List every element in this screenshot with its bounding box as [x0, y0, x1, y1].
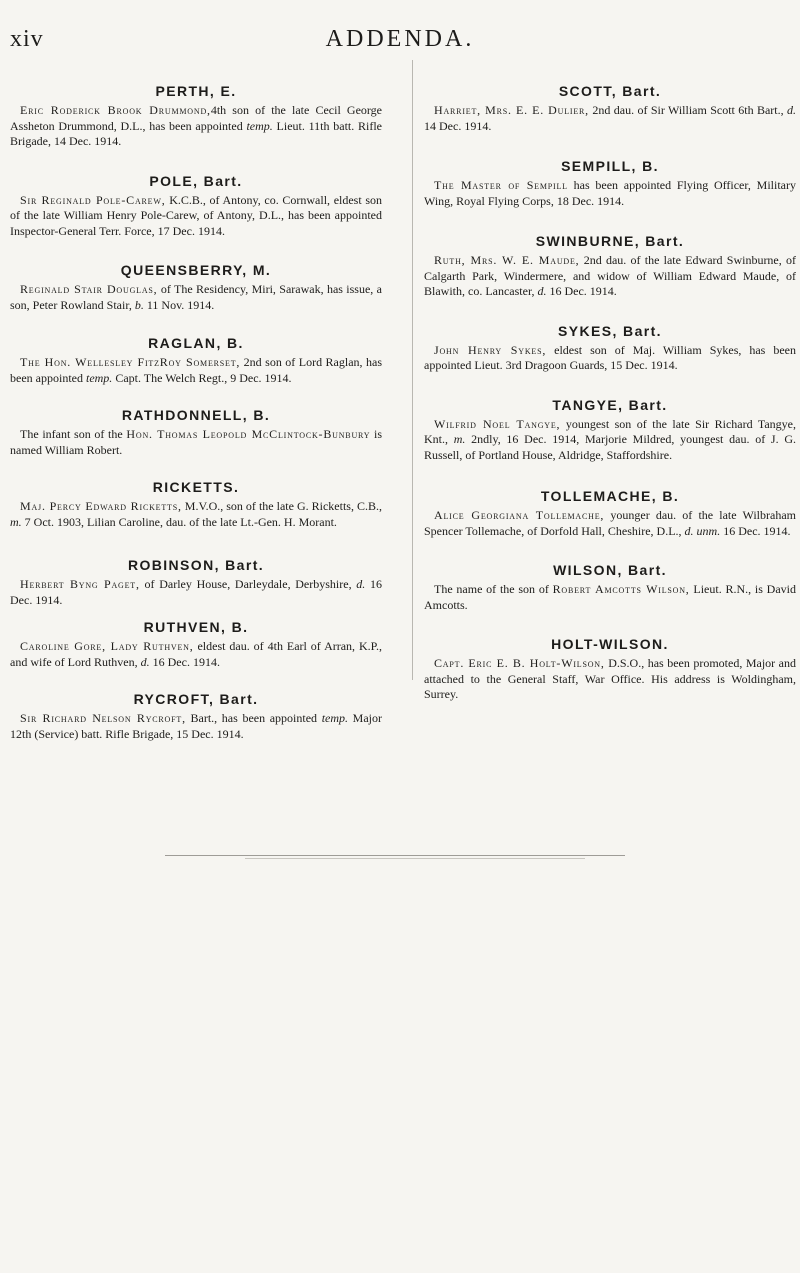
entry-text: [424, 582, 796, 613]
entry-text: [10, 639, 382, 670]
entry-title: RAGLAN, B.: [148, 335, 244, 351]
entry-name: Herbert Byng Paget,: [20, 577, 140, 591]
entry-text: [424, 253, 796, 300]
entry-name: Wilfrid Noel Tangye,: [434, 416, 561, 431]
entry: [10, 618, 382, 670]
entry-fragment: youngest son of the late Sir Richard Tangye, Knt.,: [424, 416, 796, 446]
right-column: [424, 62, 796, 703]
entry-name: Sir Richard Nelson Rycroft,: [20, 711, 186, 725]
entry-title: WILSON, Bart.: [553, 562, 667, 578]
entry-title: ROBINSON, Bart.: [127, 557, 265, 573]
entry-title: POLE, Bart.: [149, 172, 243, 189]
entry-name: Eric Roderick Brook Drummond,: [20, 103, 211, 117]
bottom-rule: [165, 855, 625, 856]
entry-name: The Master of Sempill: [434, 178, 568, 192]
entry-title: TOLLEMACHE, B.: [540, 488, 680, 504]
entry-fragment: eldest dau. of 4th Earl of Arran, K.P., and wife of Lord Ruthven,: [10, 639, 382, 669]
entry: [424, 487, 796, 539]
entry-fragment: Lieut. R.N., is David Amcotts.: [424, 582, 797, 612]
entry-text: [10, 577, 382, 608]
entry-fragment: of Darley House, Darleydale, Derbyshire,: [139, 577, 357, 591]
entry-title: TANGYE, Bart.: [552, 396, 668, 413]
entry-text: [424, 178, 796, 209]
entry-fragment: D.S.O., has been promoted, Major and attached to the General Staff, War Office. His address is Woldingham, Surrey.: [424, 656, 796, 701]
entry-fragment: is named William Robert.: [10, 427, 382, 457]
entry: [424, 82, 796, 134]
entry: [424, 635, 796, 703]
running-head: ADDENDA.: [325, 26, 475, 52]
entry: [10, 690, 382, 742]
entry-fragment: eldest son of Maj. William Sykes, has been appointed Lieut. 3rd Dragoon Guards, 15 Dec. 1914.: [424, 342, 796, 372]
entry: [10, 172, 382, 240]
entry-title: RATHDONNELL, B.: [121, 407, 271, 423]
entry-title: PERTH, E.: [155, 83, 237, 99]
entry-title: SCOTT, Bart.: [558, 83, 662, 99]
entry-name: Hon. Thomas Leopold McClintock-Bunbury: [126, 427, 371, 441]
column-divider: [412, 60, 413, 680]
entry-abbrev: d.: [537, 284, 547, 298]
entry-text: [424, 656, 796, 703]
entry: [424, 396, 796, 464]
entry-title: RYCROFT, Bart.: [133, 691, 259, 707]
entry-fragment: 2nd son of Lord Raglan, has been appointed: [10, 355, 382, 385]
left-column: [10, 62, 382, 742]
entry-fragment: The infant son of the: [20, 427, 127, 441]
entry: [10, 556, 382, 608]
entry-text: [424, 103, 796, 134]
entry-fragment: 2nd dau. of the late Edward Swinburne, of Calgarth Park, Windermere, and widow of William Edward Maude, of Blawith, co. Lancaster,: [424, 253, 796, 298]
entry-fragment: Lieut. 11th batt. Rifle Brigade, 14 Dec. 1914.: [10, 118, 382, 148]
entry-abbrev: m.: [10, 514, 22, 529]
entry-abbrev: d.: [140, 654, 150, 669]
entry-name: The Hon. Wellesley FitzRoy Somerset,: [20, 355, 241, 369]
entry-abbrev: temp.: [85, 370, 113, 385]
entry-name: Caroline Gore, Lady Ruthven,: [20, 639, 194, 653]
entry: [10, 82, 382, 150]
entry-text: [10, 282, 382, 313]
entry-abbrev: temp.: [321, 711, 349, 725]
entry-name: John Henry Sykes,: [434, 342, 547, 357]
entry-fragment: 16 Dec. 1914.: [10, 577, 382, 607]
entry-text: [10, 193, 382, 240]
entry-abbrev: d. unm.: [684, 523, 721, 538]
entry-text: [424, 508, 796, 539]
entry-name: Capt. Eric E. B. Holt-Wilson,: [434, 656, 605, 670]
entry: [424, 157, 796, 209]
entry-text: [424, 417, 796, 464]
entry-title: HOLT-WILSON.: [551, 636, 669, 652]
entry-title: RICKETTS.: [152, 479, 240, 495]
entry-fragment: Bart., has been appointed: [185, 711, 322, 725]
entry-abbrev: d.: [356, 577, 366, 591]
page-number: xiv: [10, 26, 44, 52]
page-header: [0, 18, 800, 58]
entry: [10, 478, 382, 530]
entry-fragment: 2ndly, 16 Dec. 1914, Marjorie Mildred, youngest dau. of J. G. Russell, of Portland House, Aldridge, Staffordshire.: [424, 432, 796, 462]
entry-text: [10, 499, 382, 530]
entry-fragment: has been appointed Flying Officer, Military Wing, Royal Flying Corps, 18 Dec. 1914.: [424, 178, 796, 208]
entry-text: [10, 427, 382, 458]
entry-name: Maj. Percy Edward Ricketts,: [20, 499, 182, 513]
entry-title: RUTHVEN, B.: [143, 619, 249, 635]
entry-name: Ruth, Mrs. W. E. Maude,: [434, 253, 580, 267]
entry-fragment: M.V.O., son of the late G. Ricketts, C.B.,: [181, 499, 382, 513]
entry-fragment: of The Residency, Miri, Sarawak, has issue, a son, Peter Rowland Stair,: [10, 282, 382, 312]
entry-name: Sir Reginald Pole-Carew,: [20, 192, 166, 207]
entry-text: [424, 343, 796, 374]
entry-text: [10, 355, 382, 386]
entry-fragment: Major 12th (Service) batt. Rifle Brigade, 15 Dec. 1914.: [10, 711, 382, 741]
entry-fragment: 4th son of the late Cecil George Assheton Drummond, D.L., has been appointed: [10, 103, 383, 133]
entry-fragment: younger dau. of the late Wilbraham Spencer Tollemache, of Dorfold Hall, Cheshire, D.L.,: [424, 508, 797, 538]
entry-abbrev: b.: [134, 297, 144, 312]
bottom-rule-secondary: [245, 858, 585, 859]
entry: [424, 561, 796, 613]
entry-fragment: 14 Dec. 1914.: [424, 118, 492, 133]
entry-name: Robert Amcotts Wilson,: [552, 582, 690, 596]
entry-title: QUEENSBERRY, M.: [120, 262, 272, 278]
entry-fragment: 7 Oct. 1903, Lilian Caroline, dau. of the late Lt.-Gen. H. Morant.: [21, 514, 337, 529]
entry: [10, 406, 382, 458]
entry-fragment: 16 Dec. 1914.: [720, 523, 791, 538]
entry-fragment: 16 Dec. 1914.: [546, 284, 617, 298]
entry: [424, 232, 796, 300]
entry-fragment: K.C.B., of Antony, co. Cornwall, eldest son of the late William Henry Pole-Carew, of Antony, D.L., has been appointed Inspector-General Terr. Force, 17 Dec. 1914.: [10, 192, 383, 238]
entry-fragment: 11 Nov. 1914.: [143, 297, 215, 312]
entry-fragment: 2nd dau. of Sir William Scott 6th Bart.,: [589, 103, 787, 117]
entry-title: SEMPILL, B.: [561, 158, 659, 174]
entry: [10, 334, 382, 386]
entry-fragment: The name of the son of: [434, 582, 553, 596]
entry-text: [10, 711, 382, 742]
entry-abbrev: temp.: [246, 118, 273, 133]
entry-name: Harriet, Mrs. E. E. Dulier,: [434, 103, 589, 117]
entry-fragment: 16 Dec. 1914.: [149, 654, 220, 669]
entry-title: SWINBURNE, Bart.: [535, 233, 685, 249]
entry-abbrev: d.: [787, 103, 796, 117]
entry-name: Reginald Stair Douglas,: [20, 282, 158, 296]
entry-text: [10, 103, 382, 150]
entry-fragment: Capt. The Welch Regt., 9 Dec. 1914.: [112, 370, 292, 385]
entry-abbrev: m.: [453, 432, 466, 446]
entry: [10, 261, 382, 313]
entry-name: Alice Georgiana Tollemache,: [434, 508, 605, 522]
entry: [424, 322, 796, 374]
entry-title: SYKES, Bart.: [558, 322, 662, 339]
